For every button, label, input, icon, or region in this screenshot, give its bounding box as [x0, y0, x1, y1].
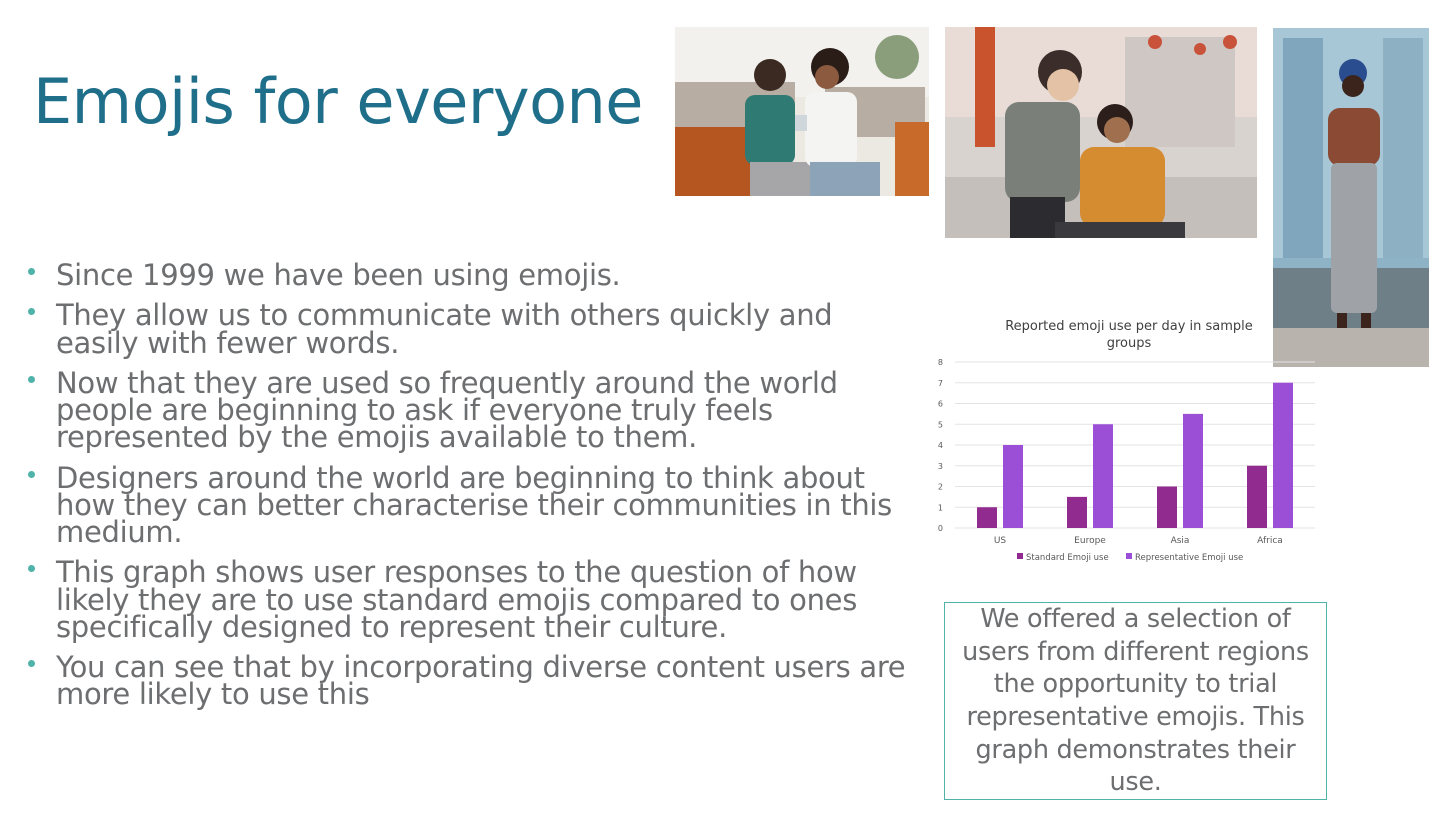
photo-friends-on-sofa	[675, 27, 929, 196]
y-tick-label: 8	[937, 358, 943, 367]
legend-label: Standard Emoji use	[1026, 553, 1109, 563]
legend-swatch	[1017, 553, 1023, 559]
callout-box	[944, 602, 1327, 800]
bullet-text: Since 1999 we have been using emojis.	[56, 258, 621, 292]
bullet-dot-icon	[28, 471, 35, 478]
y-tick-label: 0	[937, 524, 943, 533]
x-tick-label: Asia	[1170, 536, 1190, 546]
bar-representative	[1093, 424, 1113, 528]
x-tick-label: Europe	[1074, 536, 1106, 546]
bullet-text: They allow us to communicate with others quickly and easily with fewer words.	[56, 298, 833, 360]
bar-standard	[1247, 466, 1267, 528]
legend-swatch	[1126, 553, 1132, 559]
bullet-item	[28, 460, 908, 549]
bar-standard	[977, 507, 997, 528]
bar-representative	[1273, 383, 1293, 528]
bullet-dot-icon	[28, 308, 35, 315]
legend-label: Representative Emoji use	[1135, 553, 1244, 563]
y-tick-label: 3	[937, 461, 943, 471]
bullet-dot-icon	[28, 376, 35, 383]
bullet-dot-icon	[28, 660, 35, 667]
bullet-item	[28, 298, 908, 360]
slide-title: Emojis for everyone	[33, 65, 643, 138]
bullet-text: You can see that by incorporating diverse content users are more likely to use this	[56, 650, 906, 712]
y-tick-label: 5	[937, 420, 943, 430]
bar-representative	[1183, 414, 1203, 528]
bullet-text: Designers around the world are beginning to think about how they can better characterise their communities in this medium.	[56, 460, 892, 549]
bullet-text: Now that they are used so frequently around the world people are beginning to ask if everyone truly feels represented by the emojis available to them.	[56, 365, 838, 455]
bullet-item	[28, 650, 908, 712]
bullet-text: This graph shows user responses to the question of how likely they are to use standard emojis compared to ones specifically designed to represent their culture.	[56, 555, 858, 644]
emoji-use-chart	[925, 310, 1330, 570]
bar-standard	[1157, 487, 1177, 529]
bullet-list	[28, 258, 908, 722]
bullet-item	[28, 258, 908, 292]
bullet-item	[28, 365, 908, 455]
callout-text: We offered a selection of users from different regions the opportunity to trial representative emojis. This graph demonstrates their use.	[962, 604, 1309, 798]
bullet-item	[28, 555, 908, 644]
x-tick-label: US	[993, 536, 1007, 546]
y-tick-label: 2	[937, 482, 943, 492]
bar-standard	[1067, 497, 1087, 528]
bar-representative	[1003, 445, 1023, 528]
y-tick-label: 7	[937, 378, 943, 388]
x-tick-label: Africa	[1257, 536, 1283, 546]
chart-title: Reported emoji use per day in sample groups	[1005, 319, 1253, 351]
y-tick-label: 6	[937, 399, 943, 409]
chart-svg	[925, 310, 1330, 570]
bullet-dot-icon	[28, 565, 35, 572]
photo-street-phones	[945, 27, 1257, 238]
y-tick-label: 1	[937, 503, 943, 513]
bullet-dot-icon	[28, 268, 35, 275]
y-tick-label: 4	[937, 441, 943, 450]
